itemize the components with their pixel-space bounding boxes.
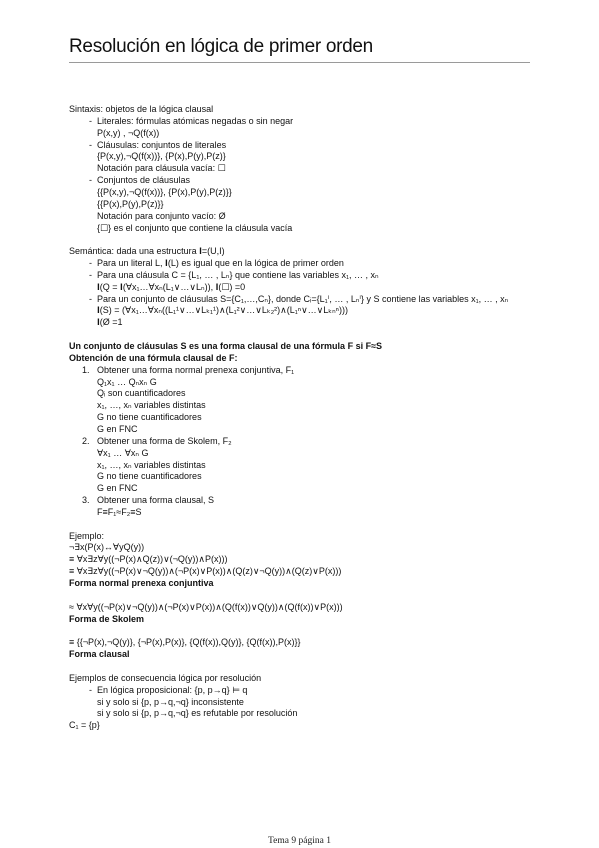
page-title: Resolución en lógica de primer orden <box>69 36 373 57</box>
text-line: Para un conjunto de cláusulas S={C₁,…,Cₙ}, donde Cᵢ={L₁ⁱ, … , Lₙⁱ} y S contiene las variables x₁, … , xₙ <box>97 293 509 304</box>
text-line: ≡ ∀x∃z∀y((¬P(x)∨¬Q(y))∧(¬P(x)∨P(x))∧(Q(z)∨¬Q(y))∧(Q(z)∨P(x))) <box>69 566 342 577</box>
text-line: ¬∃x(P(x)↔∀yQ(y)) <box>69 542 145 553</box>
text-line: Para un literal L, 𝐈(L) es igual que en la lógica de primer orden <box>97 258 344 269</box>
text-line: {{P(x),P(y),P(z)}} <box>97 198 164 209</box>
text-line: ≈ ∀x∀y((¬P(x)∨¬Q(y))∧(¬P(x)∨P(x))∧(Q(f(x))∨Q(y))∧(Q(f(x))∨P(x))) <box>69 601 343 612</box>
text-line: Obtener una forma normal prenexa conjuntiva, F₁ <box>97 364 295 375</box>
text-line: G en FNC <box>97 483 138 494</box>
text-line: si y solo si {p, p→q,¬q} inconsistente <box>97 696 244 707</box>
text-line: Forma de Skolem <box>69 613 145 624</box>
text-line: Un conjunto de cláusulas S es una forma clausal de una fórmula F si F≈S <box>69 341 383 351</box>
text-line: Para una cláusula C = {L₁, … , Lₙ} que contiene las variables x₁, … , xₙ <box>97 269 379 280</box>
text-line: Notación para cláusula vacía: ☐ <box>97 163 226 174</box>
list-marker: - <box>89 269 92 280</box>
list-marker: - <box>89 175 92 186</box>
text-line: {☐} es el conjunto que contiene la cláusula vacía <box>97 222 293 233</box>
text-line: {{P(x,y),¬Q(f(x))}, {P(x),P(y),P(z)}} <box>97 186 232 197</box>
text-line: P(x,y) , ¬Q(f(x)) <box>97 127 160 138</box>
text-line: 𝐈(S) = (∀x₁…∀xₙ((L₁¹∨…∨Lₖ₁¹)∧(L₁²∨…∨Lₖ₂²)∧(L₁ⁿ∨…∨Lₖₙⁿ))) <box>97 305 348 316</box>
list-marker: 1. <box>82 364 90 375</box>
list-marker: - <box>89 258 92 269</box>
list-marker: - <box>89 115 92 126</box>
text-line: Forma clausal <box>69 649 130 660</box>
text-line: Literales: fórmulas atómicas negadas o sin negar <box>97 115 294 126</box>
text-line: En lógica proposicional: {p, p→q} ⊨ q <box>97 684 248 695</box>
text-line: Conjuntos de cláusulas <box>97 175 191 186</box>
list-marker: - <box>89 684 92 695</box>
text-line: 𝐈(Q = 𝐈(∀x₁…∀xₙ(L₁∨…∨Lₙ)), 𝐈(☐) =0 <box>97 281 246 292</box>
title-underline <box>69 62 530 63</box>
list-marker: 3. <box>82 495 90 506</box>
text-line: 𝐈(Ø =1 <box>97 317 123 328</box>
text-line: ≡ {{¬P(x),¬Q(y)}, {¬P(x),P(x)}, {Q(f(x)),Q(y)}, {Q(f(x)),P(x)}} <box>69 637 301 648</box>
text-line: x₁, …, xₙ variables distintas <box>97 459 206 470</box>
text-line: G no tiene cuantificadores <box>97 412 202 423</box>
text-line: Obtener una forma clausal, S <box>97 495 215 506</box>
text-line: Semántica: dada una estructura 𝐈=(U,I) <box>69 246 225 257</box>
text-line: Forma normal prenexa conjuntiva <box>69 578 214 588</box>
page-footer: Tema 9 página 1 <box>268 836 331 846</box>
text-line: Q₁x₁ … Qₙxₙ G <box>97 376 157 387</box>
text-line: Sintaxis: objetos de la lógica clausal <box>69 104 214 114</box>
text-line: Cláusulas: conjuntos de literales <box>97 139 227 150</box>
text-line: Qᵢ son cuantificadores <box>97 388 186 399</box>
text-line: C₁ = {p} <box>69 720 100 731</box>
text-line: Obtención de una fórmula clausal de F: <box>69 352 238 363</box>
list-marker: - <box>89 293 92 304</box>
text-line: ∀x₁ … ∀xₙ G <box>97 447 149 458</box>
text-line: ≡ ∀x∃z∀y((¬P(x)∧Q(z))∨(¬Q(y))∧P(x))) <box>69 554 228 565</box>
text-line: G en FNC <box>97 423 138 434</box>
text-line: G no tiene cuantificadores <box>97 471 202 482</box>
text-line: Obtener una forma de Skolem, F₂ <box>97 435 232 446</box>
text-line: Notación para conjunto vacío: Ø <box>97 210 226 221</box>
text-line: Ejemplos de consecuencia lógica por resolución <box>69 672 262 683</box>
list-marker: 2. <box>82 435 90 446</box>
text-line: x₁, …, xₙ variables distintas <box>97 400 206 411</box>
text-line: F≡F₁≈F₂≡S <box>97 506 142 517</box>
text-line: Ejemplo: <box>69 530 105 541</box>
text-line: si y solo si {p, p→q,¬q} es refutable por resolución <box>97 708 298 719</box>
text-line: {P(x,y),¬Q(f(x))}, {P(x),P(y),P(z)} <box>97 151 226 162</box>
list-marker: - <box>89 139 92 150</box>
